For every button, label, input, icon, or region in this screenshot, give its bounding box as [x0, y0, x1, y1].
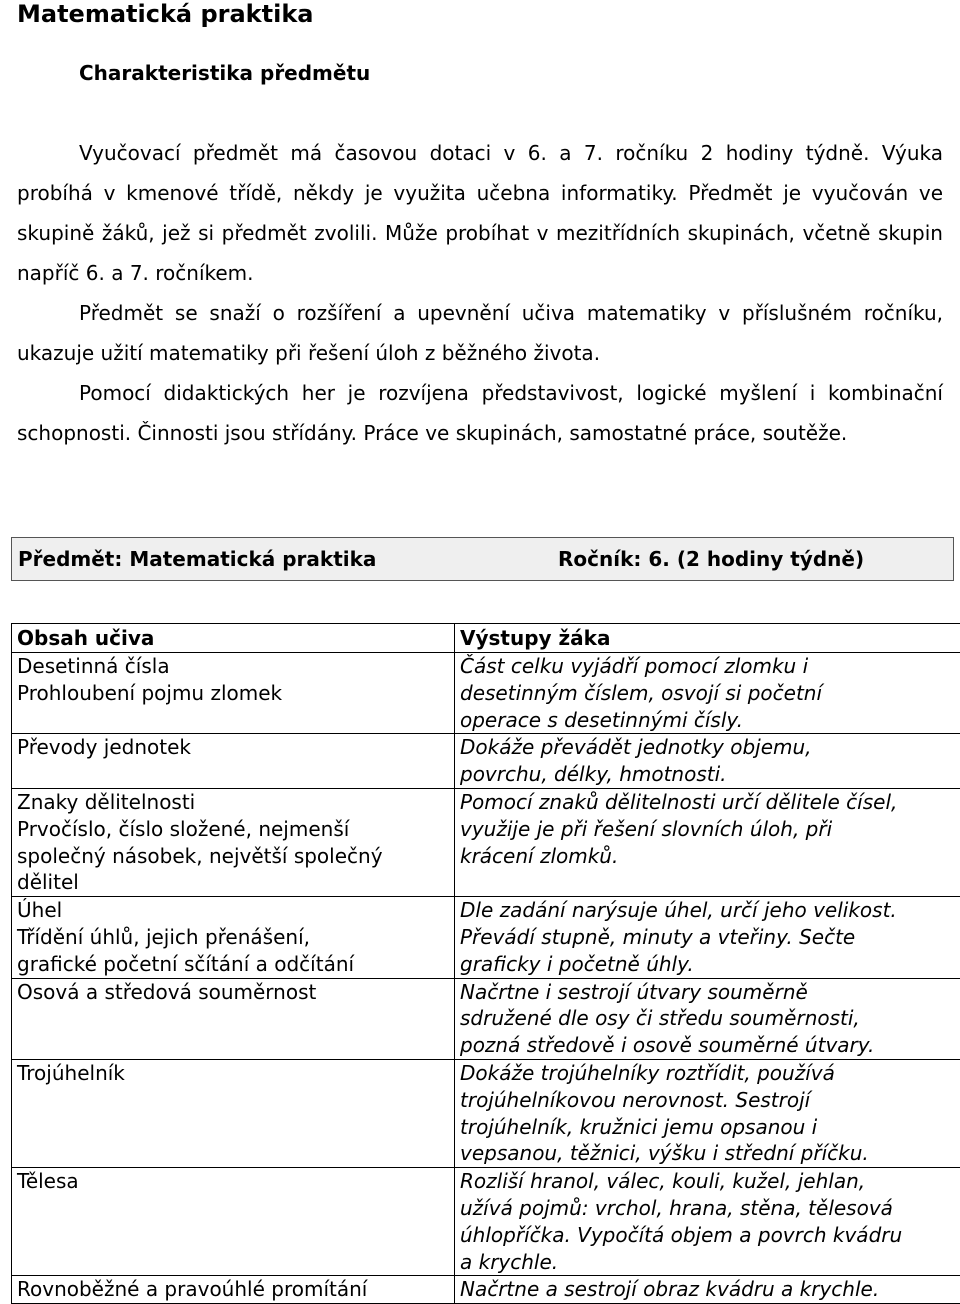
- paragraph-text: Vyučovací předmět má časovou dotaci v 6. a 7. ročníku 2 hodiny týdně. Výuka probíhá v kmenové třídě, někdy je využita učebna informatiky. Předmět je vyučován ve skupině žáků, jež si předmět zvolili. Může probíhat v mezitřídních skupinách, včetně skupin napříč 6. a 7. ročníkem.: [17, 141, 943, 285]
- outcome-line: Dle zadání narýsuje úhel, určí jeho velikost.: [460, 897, 960, 924]
- outcome-line: Rozliší hranol, válec, kouli, kužel, jehlan,: [460, 1168, 960, 1195]
- outcome-line: úhlopříčka. Vypočítá objem a povrch kvádru: [460, 1222, 960, 1249]
- content-line: grafické početní sčítání a odčítání: [17, 951, 454, 978]
- outcome-line: trojúhelník, kružnici jemu opsanou i: [460, 1114, 960, 1141]
- table-header-row: [12, 624, 960, 653]
- outcome-line: povrchu, délky, hmotnosti.: [460, 761, 960, 788]
- outcome-line: využije je při řešení slovních úloh, při: [460, 816, 960, 843]
- content-line: společný násobek, největší společný: [17, 843, 454, 870]
- outcome-line: Pomocí znaků dělitelnosti určí dělitele čísel,: [460, 789, 960, 816]
- outcome-line: Dokáže převádět jednotky objemu,: [460, 734, 960, 761]
- section-title: Charakteristika předmětu: [79, 60, 370, 86]
- outcome-cell: [455, 897, 960, 978]
- intro-paragraph: [17, 133, 943, 293]
- outcome-cell: [455, 1059, 960, 1167]
- content-line: Trojúhelník: [17, 1060, 454, 1087]
- grade-label: Ročník: 6. (2 hodiny týdně): [558, 544, 864, 574]
- outcome-line: desetinným číslem, osvojí si početní: [460, 680, 960, 707]
- outcome-cell: [455, 1168, 960, 1276]
- table-row: [12, 897, 960, 978]
- table-row: [12, 1168, 960, 1276]
- subject-header-bar: [11, 537, 954, 581]
- content-line: Prvočíslo, číslo složené, nejmenší: [17, 816, 454, 843]
- content-cell: [12, 734, 455, 789]
- document-title: Matematická praktika: [17, 0, 314, 28]
- content-line: Desetinná čísla: [17, 653, 454, 680]
- outcome-cell: [455, 788, 960, 896]
- outcome-cell: [455, 1276, 960, 1304]
- content-line: Prohloubení pojmu zlomek: [17, 680, 454, 707]
- table-row: [12, 653, 960, 734]
- outcome-line: graficky i početně úhly.: [460, 951, 960, 978]
- content-cell: [12, 653, 455, 734]
- outcome-line: trojúhelníkovou nerovnost. Sestrojí: [460, 1087, 960, 1114]
- header-content: Obsah učiva: [12, 624, 455, 653]
- content-cell: [12, 1059, 455, 1167]
- intro-text: [17, 133, 943, 453]
- outcome-line: pozná středově i osově souměrné útvary.: [460, 1032, 960, 1059]
- content-line: Znaky dělitelnosti: [17, 789, 454, 816]
- table-row: [12, 978, 960, 1059]
- table-row: [12, 1276, 960, 1304]
- outcome-line: Dokáže trojúhelníky roztřídit, používá: [460, 1060, 960, 1087]
- outcome-line: Část celku vyjádří pomocí zlomku i: [460, 653, 960, 680]
- intro-paragraph: [17, 293, 943, 373]
- content-line: Osová a středová souměrnost: [17, 979, 454, 1006]
- content-line: Rovnoběžné a pravoúhlé promítání: [17, 1276, 454, 1303]
- content-cell: [12, 1276, 455, 1304]
- content-cell: [12, 1168, 455, 1276]
- table-row: [12, 734, 960, 789]
- outcome-cell: [455, 653, 960, 734]
- content-line: Úhel: [17, 897, 454, 924]
- outcome-line: a krychle.: [460, 1249, 960, 1276]
- content-line: Tělesa: [17, 1168, 454, 1195]
- outcome-line: Načrtne a sestrojí obraz kvádru a krychle.: [460, 1276, 960, 1303]
- intro-paragraph: [17, 373, 943, 453]
- paragraph-text: Předmět se snaží o rozšíření a upevnění učiva matematiky v příslušném ročníku, ukazuje užití matematiky při řešení úloh z běžného života.: [17, 301, 943, 365]
- paragraph-text: Pomocí didaktických her je rozvíjena představivost, logické myšlení i kombinační schopnosti. Činnosti jsou střídány. Práce ve skupinách, samostatné práce, soutěže.: [17, 381, 943, 445]
- outcome-line: operace s desetinnými čísly.: [460, 707, 960, 734]
- outcome-cell: [455, 734, 960, 789]
- outcome-line: užívá pojmů: vrchol, hrana, stěna, tělesová: [460, 1195, 960, 1222]
- content-cell: [12, 897, 455, 978]
- content-line: Třídění úhlů, jejich přenášení,: [17, 924, 454, 951]
- outcome-line: Načrtne i sestrojí útvary souměrně: [460, 979, 960, 1006]
- header-outcomes: Výstupy žáka: [455, 624, 960, 653]
- table-row: [12, 1059, 960, 1167]
- content-line: Převody jednotek: [17, 734, 454, 761]
- outcome-cell: [455, 978, 960, 1059]
- content-cell: [12, 978, 455, 1059]
- content-cell: [12, 788, 455, 896]
- curriculum-table: [11, 623, 960, 1304]
- outcome-line: krácení zlomků.: [460, 843, 960, 870]
- outcome-line: Převádí stupně, minuty a vteřiny. Sečte: [460, 924, 960, 951]
- outcome-line: sdružené dle osy či středu souměrnosti,: [460, 1005, 960, 1032]
- content-line: dělitel: [17, 869, 454, 896]
- outcome-line: vepsanou, těžnici, výšku i střední příčku.: [460, 1140, 960, 1167]
- subject-label: Předmět: Matematická praktika: [18, 544, 376, 574]
- table-row: [12, 788, 960, 896]
